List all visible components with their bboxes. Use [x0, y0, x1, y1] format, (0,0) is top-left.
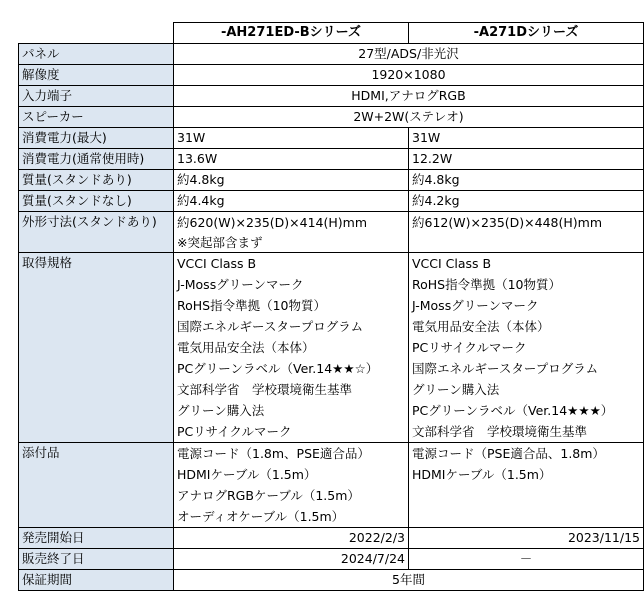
model-b-value — [409, 212, 644, 253]
model-b-value — [409, 443, 644, 528]
standard-item: J-Mossグリーンマーク — [177, 277, 304, 292]
row-label: 発売開始日 — [19, 528, 174, 549]
row-label: 販売終了日 — [19, 549, 174, 570]
model-b-value: 2023/11/15 — [409, 528, 644, 549]
model-a-header: -AH271ED-Bシリーズ — [174, 23, 409, 44]
row-end — [19, 549, 644, 570]
row-warranty — [19, 570, 644, 591]
dimension-note: ※突起部含まず — [177, 235, 263, 250]
row-release — [19, 528, 644, 549]
standard-item: PCグリーンラベル（Ver.14★★☆） — [177, 361, 379, 376]
row-panel — [19, 44, 644, 65]
model-a-value: 2022/2/3 — [174, 528, 409, 549]
accessory-item: オーディオケーブル（1.5m） — [177, 509, 345, 524]
model-a-value: 約4.4kg — [174, 191, 409, 212]
dimension-text: 約612(W)×235(D)×448(H)mm — [412, 215, 603, 230]
row-label: 入力端子 — [19, 86, 174, 107]
model-b-value: － — [409, 549, 644, 570]
row-label: 質量(スタンドあり) — [19, 170, 174, 191]
standard-item: RoHS指令準拠（10物質） — [177, 298, 327, 313]
standard-item: 文部科学省 学校環境衛生基準 — [177, 382, 353, 397]
row-label: 外形寸法(スタンドあり) — [19, 212, 174, 253]
header-row — [19, 23, 644, 44]
standard-item: グリーン購入法 — [177, 403, 265, 418]
row-input — [19, 86, 644, 107]
row-speaker — [19, 107, 644, 128]
accessory-item: HDMIケーブル（1.5m） — [177, 467, 317, 482]
model-b-value: 12.2W — [409, 149, 644, 170]
standard-item: 国際エネルギースタープログラム — [412, 361, 599, 376]
standard-item: 国際エネルギースタープログラム — [177, 319, 364, 334]
row-weight-nostand — [19, 191, 644, 212]
model-b-header: -A271Dシリーズ — [409, 23, 644, 44]
accessory-item: 電源コード（1.8m、PSE適合品） — [177, 446, 370, 461]
row-label: 保証期間 — [19, 570, 174, 591]
shared-value: 5年間 — [174, 570, 644, 591]
standard-item: 電気用品安全法（本体） — [177, 340, 315, 355]
standard-item: 文部科学省 学校環境衛生基準 — [412, 424, 588, 439]
standard-item: PCリサイクルマーク — [412, 340, 527, 355]
shared-value: 1920×1080 — [174, 65, 644, 86]
row-power-normal — [19, 149, 644, 170]
row-resolution — [19, 65, 644, 86]
row-dimensions — [19, 212, 644, 253]
shared-value: 2W+2W(ステレオ) — [174, 107, 644, 128]
model-b-value: 31W — [409, 128, 644, 149]
row-weight-stand — [19, 170, 644, 191]
row-label: 解像度 — [19, 65, 174, 86]
row-label: 添付品 — [19, 443, 174, 528]
model-a-value — [174, 443, 409, 528]
standard-item: J-Mossグリーンマーク — [412, 298, 539, 313]
row-standards — [19, 253, 644, 443]
model-a-value — [174, 212, 409, 253]
row-label: パネル — [19, 44, 174, 65]
spec-comparison-table — [18, 22, 644, 591]
standard-item: 電気用品安全法（本体） — [412, 319, 550, 334]
row-accessories — [19, 443, 644, 528]
shared-value: 27型/ADS/非光沢 — [174, 44, 644, 65]
model-b-value: 約4.2kg — [409, 191, 644, 212]
model-a-value: 2024/7/24 — [174, 549, 409, 570]
dimension-text: 約620(W)×235(D)×414(H)mm — [177, 215, 368, 230]
standard-item: グリーン購入法 — [412, 382, 500, 397]
accessory-item: HDMIケーブル（1.5m） — [412, 467, 552, 482]
model-a-value — [174, 253, 409, 443]
standard-item: PCリサイクルマーク — [177, 424, 292, 439]
row-label: 質量(スタンドなし) — [19, 191, 174, 212]
model-b-value — [409, 253, 644, 443]
row-label: 消費電力(最大) — [19, 128, 174, 149]
row-label: 取得規格 — [19, 253, 174, 443]
model-a-value: 約4.8kg — [174, 170, 409, 191]
standard-item: PCグリーンラベル（Ver.14★★★） — [412, 403, 614, 418]
model-a-value: 13.6W — [174, 149, 409, 170]
shared-value: HDMI,アナログRGB — [174, 86, 644, 107]
standard-item: VCCI Class B — [177, 256, 257, 271]
model-b-value: 約4.8kg — [409, 170, 644, 191]
accessory-item: 電源コード（PSE適合品、1.8m） — [412, 446, 605, 461]
standard-item: RoHS指令準拠（10物質） — [412, 277, 562, 292]
accessory-item: アナログRGBケーブル（1.5m） — [177, 488, 360, 503]
row-power-max — [19, 128, 644, 149]
header-blank-cell — [19, 23, 174, 44]
standard-item: VCCI Class B — [412, 256, 492, 271]
row-label: 消費電力(通常使用時) — [19, 149, 174, 170]
row-label: スピーカー — [19, 107, 174, 128]
model-a-value: 31W — [174, 128, 409, 149]
